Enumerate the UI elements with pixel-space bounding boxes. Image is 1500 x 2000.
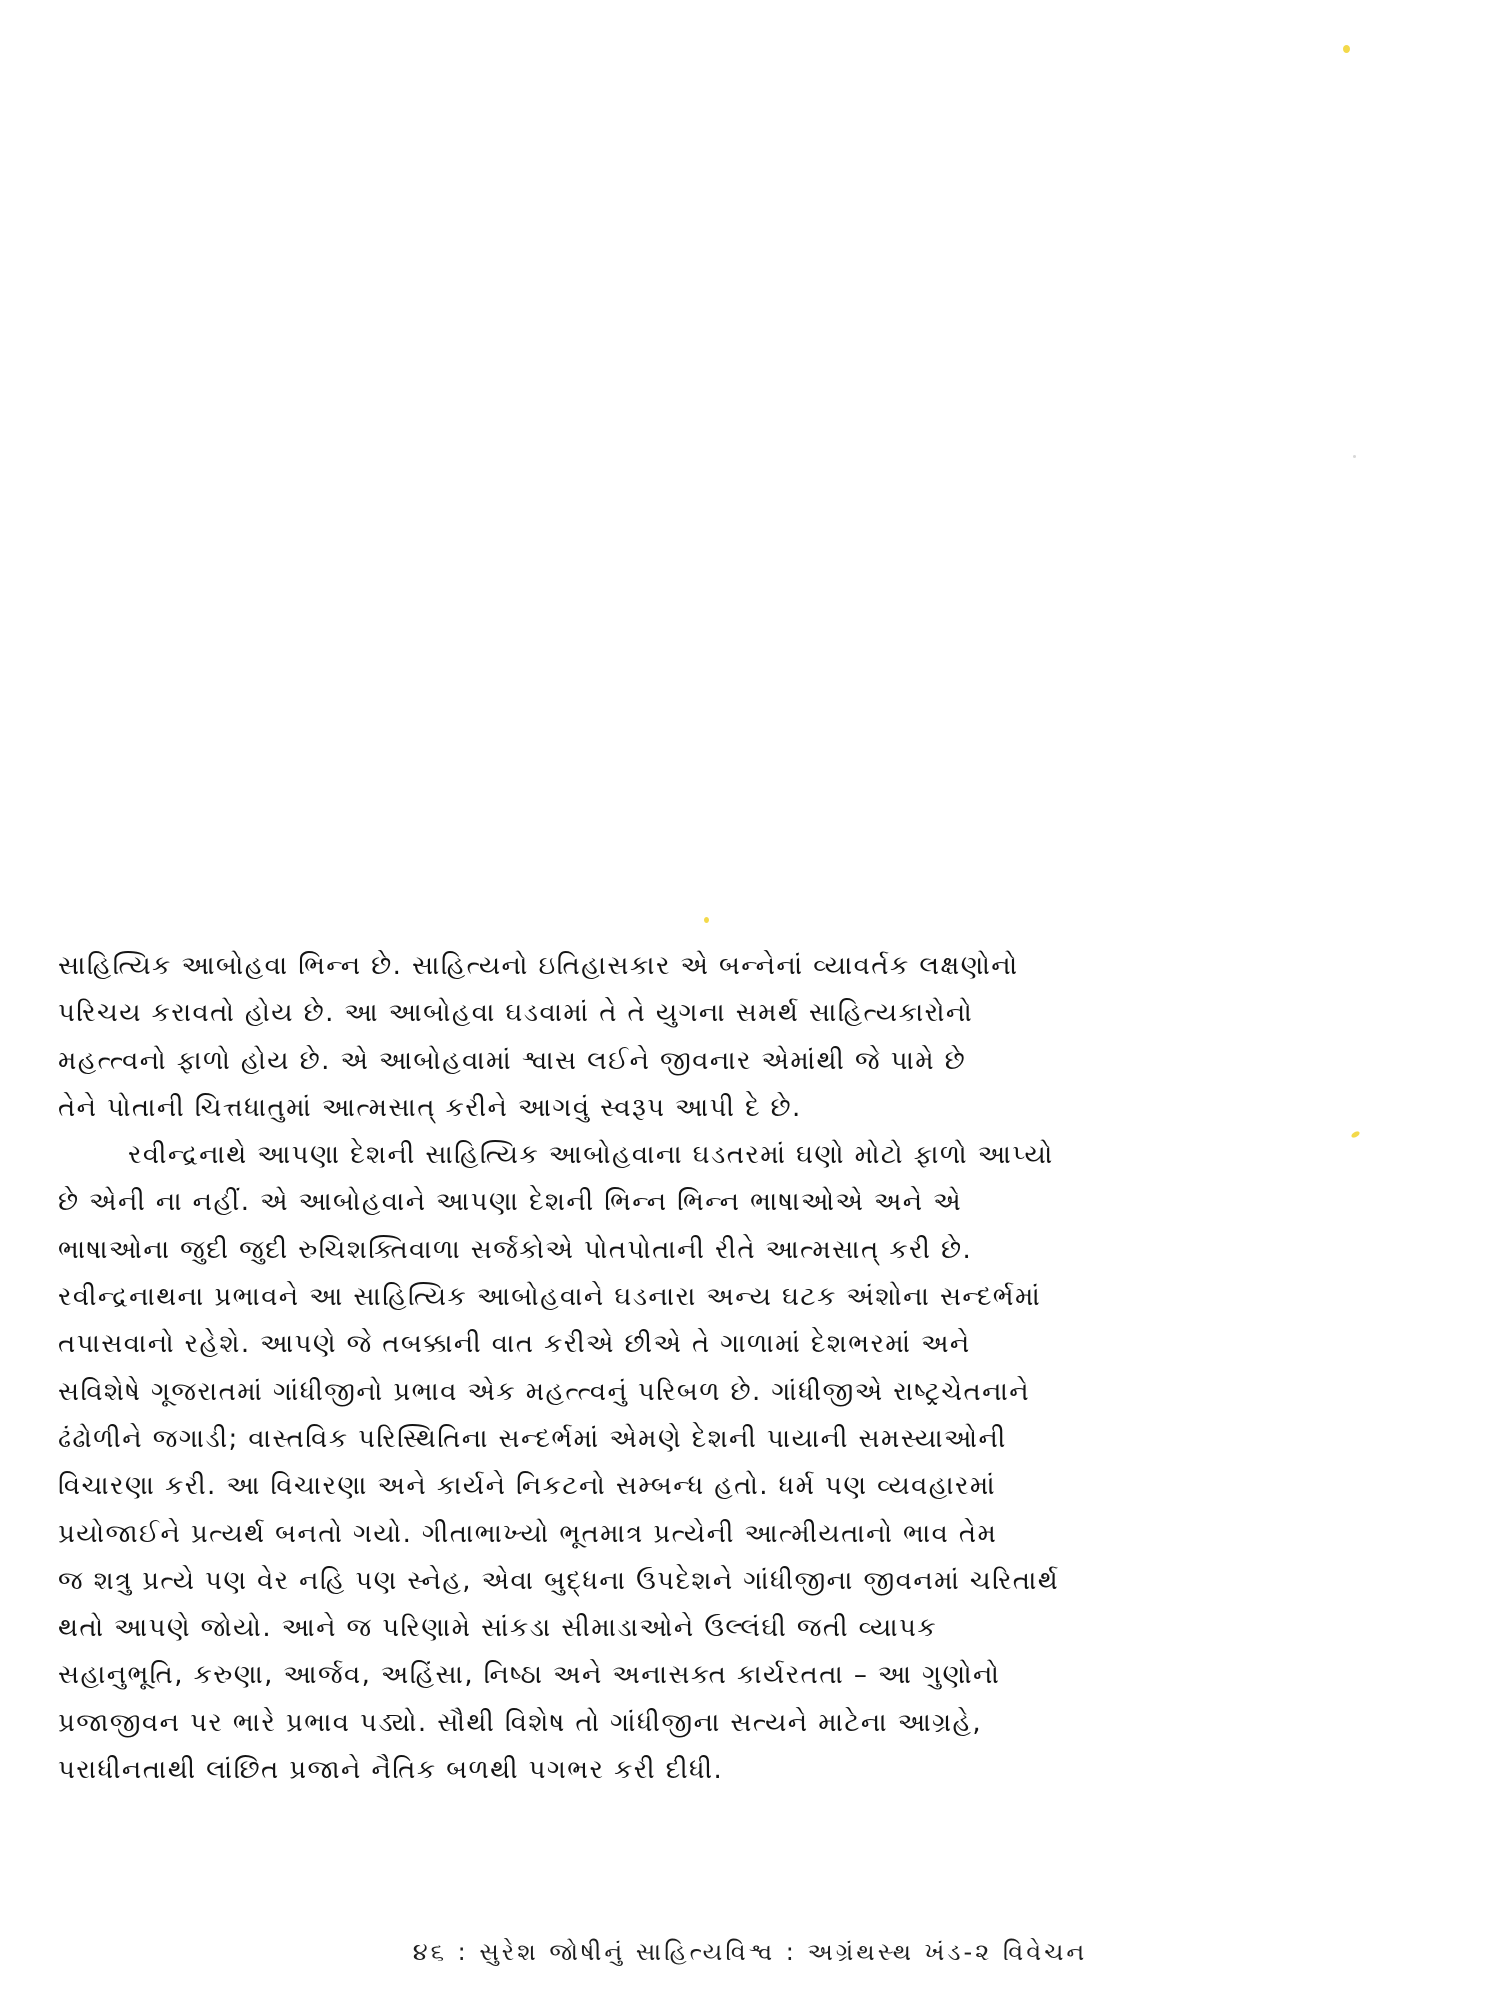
text-line: તપાસવાનો રહેશે. આપણે જે તબક્કાની વાત કરીએ છીએ તે ગાળામાં દેશભરમાં અને (58, 1329, 971, 1360)
text-line: ભાષાઓના જુદી જુદી રુચિશક્તિવાળા સર્જકોએ પોતપોતાની રીતે આત્મસાત્ કરી છે. (58, 1234, 973, 1265)
text-line: પરિચય કરાવતો હોય છે. આ આબોહવા ઘડવામાં તે તે યુગના સમર્થ સાહિત્યકારોનો (58, 998, 974, 1029)
text-line: રવીન્દ્રનાથના પ્રભાવને આ સાહિત્યિક આબોહવાને ઘડનારા અન્ય ઘટક અંશોના સન્દર્ભમાં (58, 1282, 1042, 1313)
yellow-speck (704, 917, 709, 923)
text-line: તેને પોતાની ચિત્તધાતુમાં આત્મસાત્ કરીને આગવું સ્વરૂપ આપી દે છે. (58, 1092, 802, 1123)
yellow-speck (1343, 45, 1350, 53)
grey-speck (1353, 455, 1356, 458)
text-line: પરાધીનતાથી લાંછિત પ્રજાને નૈતિક બળથી પગભર કરી દીધી. (58, 1755, 724, 1786)
text-line: પ્રજાજીવન પર ભારે પ્રભાવ પડ્યો. સૌથી વિશેષ તો ગાંધીજીના સત્યને માટેના આગ્રહે, (58, 1707, 983, 1738)
text-line: પ્રયોજાઈને પ્રત્યર્થ બનતો ગયો. ગીતાભાખ્યો ભૂતમાત્ર પ્રત્યેની આત્મીયતાનો ભાવ તેમ (58, 1518, 998, 1549)
text-line: સાહિત્યિક આબોહવા ભિન્ન છે. સાહિત્યનો ઇતિહાસકાર એ બન્નેનાં વ્યાવર્તક લક્ષણોનો (58, 951, 1019, 981)
paragraph-start-line: રવીન્દ્રનાથે આપણા દેશની સાહિત્યિક આબોહવાના ઘડતરમાં ઘણો મોટો ફાળો આપ્યો (128, 1140, 1054, 1171)
text-line: વિચારણા કરી. આ વિચારણા અને કાર્યને નિકટનો સમ્બન્ધ હતો. ધર્મ પણ વ્યવહારમાં (58, 1471, 996, 1502)
yellow-speck (1350, 1130, 1360, 1139)
text-line: સવિશેષે ગૂજરાતમાં ગાંધીજીનો પ્રભાવ એક મહત્ત્વનું પરિબળ છે. ગાંધીજીએ રાષ્ટ્રચેતનાને (58, 1376, 1031, 1407)
text-line: ઢંઢોળીને જગાડી; વાસ્તવિક પરિસ્થિતિના સન્દર્ભમાં એમણે દેશની પાયાની સમસ્યાઓની (58, 1423, 1007, 1454)
text-line: છે એની ના નહીં. એ આબોહવાને આપણા દેશની ભિન્ન ભિન્ન ભાષાઓએ અને એ (58, 1187, 963, 1218)
body-text (58, 943, 1258, 1794)
text-line: જ શત્રુ પ્રત્યે પણ વેર નહિ પણ સ્નેહ, એવા બુદ્ધના ઉપદેશને ગાંધીજીના જીવનમાં ચરિતાર્થ (58, 1565, 1060, 1596)
text-line: મહત્ત્વનો ફાળો હોય છે. એ આબોહવામાં શ્વાસ લઈને જીવનાર એમાંથી જે પામે છે (58, 1045, 967, 1076)
text-line: સહાનુભૂતિ, કરુણા, આર્જવ, અહિંસા, નિષ્ઠા અને અનાસક્ત કાર્યરતતા – આ ગુણોનો (58, 1660, 1001, 1691)
text-line: થતો આપણે જોયો. આને જ પરિણામે સાંકડા સીમાડાઓને ઉલ્લંઘી જતી વ્યાપક (58, 1613, 938, 1644)
page-footer: ૪૬ : સુરેશ જોષીનું સાહિત્યવિશ્વ : અગ્રંથસ્થ ખંડ-૨ વિવેચન (412, 1938, 1088, 1966)
